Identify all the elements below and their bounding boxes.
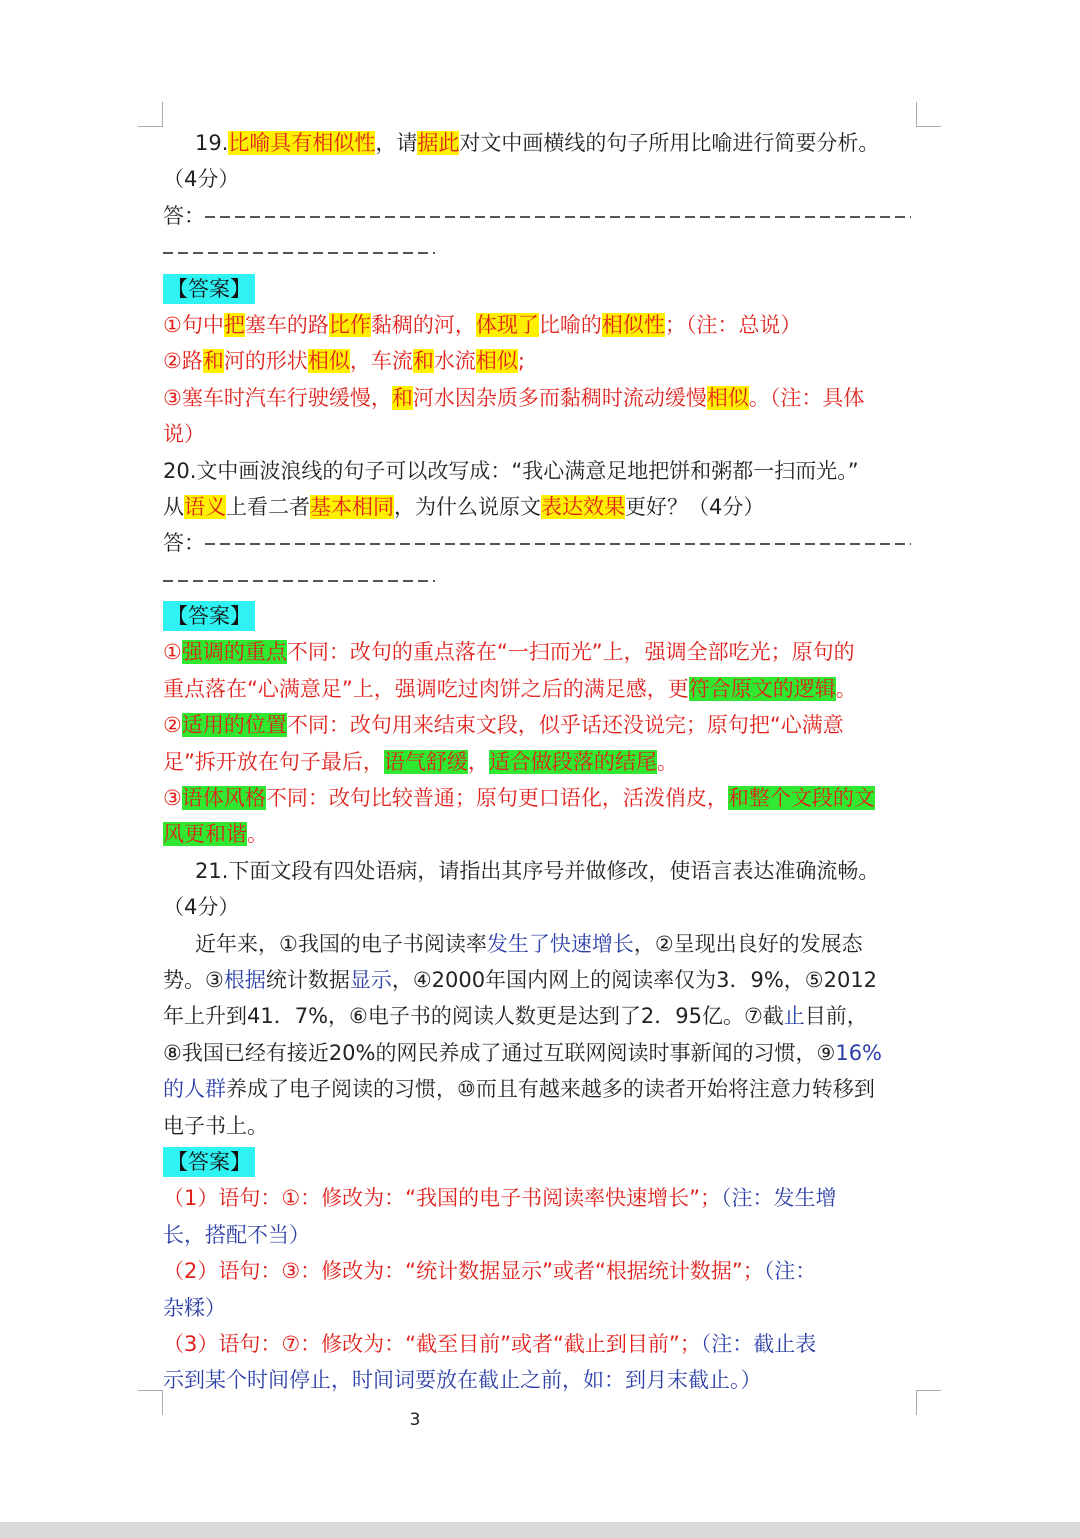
q19-score	[163, 161, 915, 197]
question-text: ，为什么说原文	[394, 494, 541, 519]
question-number: 19.	[195, 131, 229, 155]
passage-error: 16%	[835, 1040, 883, 1065]
q21-passage-6	[163, 1108, 915, 1144]
answer-blank[interactable]	[163, 252, 435, 254]
passage-text: 电子书上。	[163, 1113, 268, 1138]
score: （4分）	[163, 895, 240, 920]
highlight: 比作	[328, 312, 371, 337]
answer-tag: 【答案】	[163, 1147, 255, 1177]
passage-error: 的人群	[163, 1077, 226, 1102]
highlight: 适合做段落的结尾	[488, 749, 657, 774]
answer-text: 河水因杂质多而黏稠时流动缓慢	[412, 385, 707, 410]
answer-text: 不同：改句用来结束文段，似乎话还没说完；原句把“心满意	[286, 713, 844, 738]
answer-note: 杂糅）	[163, 1295, 226, 1320]
answer-text: ③塞车时汽车行驶缓慢，	[163, 385, 392, 410]
question-text: 21.下面文段有四处语病，请指出其序号并做修改，使语言表达准确流畅。	[195, 858, 880, 883]
answer-text: ；（注：总说）	[664, 312, 802, 337]
answer-text: 河的形状	[223, 349, 308, 374]
answer-text: ①	[163, 640, 182, 665]
answer-text: 黏稠的河，	[370, 312, 476, 337]
question-text: 从	[163, 494, 184, 519]
answer-text: ，	[467, 749, 489, 774]
q19-answer-line-2	[163, 234, 915, 270]
answer-text: 重点落在“心满意足”上，强调吃过肉饼之后的满足感，更	[163, 676, 689, 701]
answer-blank[interactable]	[163, 580, 435, 582]
passage-error: 发生了快速增长	[486, 931, 634, 956]
highlight: 表达效果	[541, 494, 625, 519]
answer-blank[interactable]	[205, 216, 911, 218]
highlight: 据此	[417, 131, 460, 155]
q21-passage-5	[163, 1071, 915, 1107]
q19-answer-3b	[163, 416, 915, 452]
answer-text: 比喻的	[538, 312, 602, 337]
highlight: 和	[202, 349, 224, 374]
answer-text: ③	[163, 786, 182, 811]
answer-text: 不同：改句的重点落在“一扫而光”上，强调全部吃光；原句的	[286, 640, 855, 665]
q20-answer-3b	[163, 816, 915, 852]
q20-answer-1	[163, 634, 915, 670]
passage-text: 年上升到41．7%，⑥电子书的阅读人数更是达到了2．95亿。⑦截	[163, 1004, 784, 1029]
page-number: 3	[409, 1410, 421, 1430]
answer-text: ②路	[163, 349, 203, 374]
passage-error: 止	[783, 1004, 805, 1029]
passage-text: 养成了电子阅读的习惯，⑩而且有越来越多的读者开始将注意力转移到	[226, 1077, 875, 1102]
q21-answer-3b	[163, 1362, 915, 1398]
highlight: 风更和谐	[163, 822, 247, 847]
answer-tag: 【答案】	[163, 601, 255, 631]
q19-answer-2	[163, 343, 915, 379]
answer-text: 不同：改句比较普通；原句更口语化，活泼俏皮，	[265, 786, 728, 811]
highlight: 语气舒缓	[383, 749, 468, 774]
page-corner-mark	[138, 1390, 163, 1415]
answer-note: （注：	[763, 1259, 817, 1284]
answer-blank[interactable]	[205, 543, 911, 545]
answer-text: ;	[517, 349, 525, 374]
answer-text: ，车流	[349, 349, 413, 374]
highlight: 相似	[307, 349, 350, 374]
answer-note: 长，搭配不当）	[163, 1222, 310, 1247]
answer-note: 示到某个时间停止，时间词要放在截止之前，如：到月末截止。）	[163, 1368, 762, 1393]
question-text: 对文中画横线的句子所用比喻进行简要分析。	[459, 131, 880, 155]
score: （4分）	[163, 167, 240, 192]
passage-text: 近年来，①我国的电子书阅读率	[195, 931, 487, 956]
highlight: 相似性	[601, 312, 665, 337]
q20-answer-1b	[163, 671, 915, 707]
page-corner-mark	[916, 1390, 941, 1415]
answer-note: （注：截止表	[700, 1331, 817, 1356]
question-text: ，请	[375, 131, 418, 155]
highlight: 和整个文段的文	[727, 786, 875, 811]
answer-tag-row	[163, 271, 915, 307]
highlight: 和	[391, 385, 413, 410]
document-body	[163, 125, 915, 1399]
question-text: 上看二者	[226, 494, 310, 519]
q21-answer-2	[163, 1253, 915, 1289]
q20-answer-2	[163, 707, 915, 743]
highlight: 语义	[184, 494, 226, 519]
answer-tag: 【答案】	[163, 274, 255, 304]
answer-text: 塞车的路	[244, 312, 329, 337]
answer-text: （3）语句：⑦：修改为：“截至目前”或者“截止到目前”；	[163, 1331, 701, 1356]
highlight: 把	[223, 312, 245, 337]
q19-answer-1	[163, 307, 915, 343]
passage-error: 显示	[349, 967, 392, 992]
viewer-bottom-bar	[0, 1522, 1080, 1538]
q20-answer-line	[163, 525, 915, 561]
q21-passage-2	[163, 962, 915, 998]
answer-text: （2）语句：③：修改为：“统计数据显示”或者“根据统计数据”；	[163, 1259, 764, 1284]
q21-question	[163, 853, 915, 889]
passage-text: ⑧我国已经有接近20%的网民养成了通过互联网阅读时事新闻的习惯，⑨	[163, 1040, 836, 1065]
q21-passage-4	[163, 1035, 915, 1071]
q21-passage-1	[163, 926, 915, 962]
answer-tag-row	[163, 598, 915, 634]
answer-label: 答：	[163, 531, 205, 556]
answer-text: ②	[163, 713, 182, 738]
answer-text: 说）	[163, 422, 205, 447]
highlight: 强调的重点	[181, 640, 287, 665]
q20-answer-3	[163, 780, 915, 816]
page-corner-mark	[138, 102, 163, 127]
answer-text: 足”拆开放在句子最后，	[163, 749, 384, 774]
answer-label: 答：	[163, 203, 205, 228]
highlight: 基本相同	[310, 494, 394, 519]
passage-text: ，②呈现出良好的发展态	[633, 931, 863, 956]
answer-text: （1）语句：①：修改为：“我国的电子书阅读率快速增长”；	[163, 1186, 721, 1211]
answer-text: ①句中	[163, 312, 224, 337]
passage-text: 统计数据	[265, 967, 350, 992]
passage-text: 目前，	[804, 1004, 868, 1029]
q20-question	[163, 453, 915, 489]
q19-question	[163, 125, 915, 161]
answer-text: 。	[656, 749, 678, 774]
highlight: 符合原文的逻辑	[688, 676, 836, 701]
q19-answer-3	[163, 380, 915, 416]
q21-answer-3	[163, 1326, 915, 1362]
answer-text: 。	[247, 822, 268, 847]
q19-answer-line	[163, 198, 915, 234]
passage-text: ，④2000年国内网上的阅读率仅为3．9%，⑤2012	[391, 967, 878, 992]
q20-answer-2b	[163, 744, 915, 780]
highlight: 适用的位置	[181, 713, 287, 738]
question-text: 20.文中画波浪线的句子可以改写成：“我心满意足地把饼和粥都一扫而光。”	[163, 458, 859, 483]
q21-answer-1	[163, 1180, 915, 1216]
q21-answer-1b	[163, 1217, 915, 1253]
passage-error: 根据	[223, 967, 266, 992]
highlight: 相似	[706, 385, 749, 410]
question-text: 更好？（4分）	[625, 494, 765, 519]
q21-answer-2b	[163, 1290, 915, 1326]
passage-text: 势。③	[163, 967, 224, 992]
answer-text: 水流	[433, 349, 476, 374]
highlight: 体现了	[475, 312, 539, 337]
answer-tag-row	[163, 1144, 915, 1180]
highlight: 和	[412, 349, 434, 374]
q21-passage-3	[163, 998, 915, 1034]
q20-answer-line-2	[163, 562, 915, 598]
answer-text: 。（注：具体	[748, 385, 865, 410]
highlight: 相似	[475, 349, 518, 374]
highlight: 语体风格	[181, 786, 266, 811]
q21-score	[163, 889, 915, 925]
answer-text: 。	[835, 676, 857, 701]
q20-question-2	[163, 489, 915, 525]
highlight: 比喻具有相似性	[228, 131, 376, 155]
answer-note: （注：发生增	[720, 1186, 837, 1211]
page-corner-mark	[916, 102, 941, 127]
